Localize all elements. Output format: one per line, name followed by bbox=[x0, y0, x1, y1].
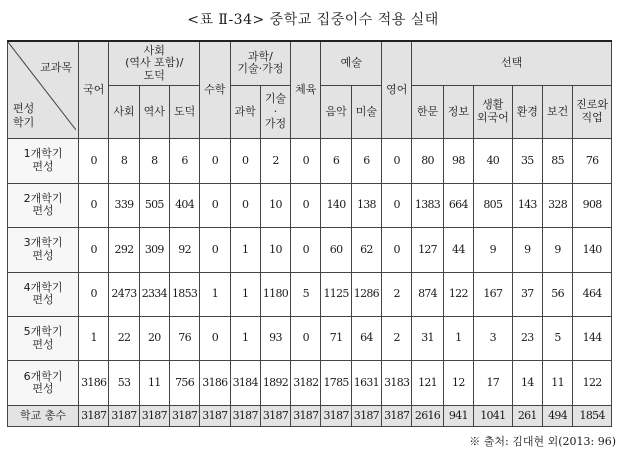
table-cell: 292 bbox=[109, 228, 139, 272]
table-cell: 0 bbox=[79, 139, 109, 183]
table-cell: 167 bbox=[473, 272, 512, 316]
table-cell: 1 bbox=[200, 272, 230, 316]
header-semester-line1: 편성 bbox=[13, 101, 35, 115]
table-cell: 3186 bbox=[200, 361, 230, 405]
table-cell: 3187 bbox=[79, 405, 109, 426]
table-cell: 0 bbox=[230, 139, 260, 183]
header-science: 과학 bbox=[230, 85, 260, 138]
table-cell: 17 bbox=[473, 361, 512, 405]
table-cell: 2616 bbox=[412, 405, 443, 426]
table-cell: 464 bbox=[573, 272, 612, 316]
table-cell: 143 bbox=[512, 183, 542, 227]
table-cell: 1 bbox=[79, 317, 109, 361]
table-cell: 3186 bbox=[79, 361, 109, 405]
table-cell: 1180 bbox=[260, 272, 290, 316]
table-cell: 22 bbox=[109, 317, 139, 361]
table-cell: 0 bbox=[79, 272, 109, 316]
table-cell: 5 bbox=[542, 317, 572, 361]
table-cell: 2 bbox=[382, 272, 412, 316]
header-math: 수학 bbox=[200, 41, 230, 139]
table-cell: 874 bbox=[412, 272, 443, 316]
table-cell: 0 bbox=[382, 183, 412, 227]
row-label: 2개학기 편성 bbox=[8, 183, 79, 227]
table-cell: 3182 bbox=[291, 361, 321, 405]
table-cell: 3187 bbox=[321, 405, 351, 426]
table-cell: 3187 bbox=[260, 405, 290, 426]
table-cell: 0 bbox=[382, 228, 412, 272]
table-cell: 6 bbox=[351, 139, 381, 183]
table-cell: 309 bbox=[139, 228, 169, 272]
table-cell: 80 bbox=[412, 139, 443, 183]
table-cell: 37 bbox=[512, 272, 542, 316]
table-row bbox=[8, 272, 612, 316]
table-cell: 10 bbox=[260, 228, 290, 272]
table-cell: 664 bbox=[443, 183, 473, 227]
source-note: ※ 출처: 김대현 외(2013: 96) bbox=[469, 435, 616, 448]
table-cell: 1 bbox=[230, 228, 260, 272]
table-cell: 71 bbox=[321, 317, 351, 361]
table-cell: 2 bbox=[382, 317, 412, 361]
table-cell: 0 bbox=[230, 183, 260, 227]
table-cell: 76 bbox=[573, 139, 612, 183]
table-cell: 0 bbox=[382, 139, 412, 183]
table-cell: 3183 bbox=[382, 361, 412, 405]
header-korean: 국어 bbox=[79, 41, 109, 139]
table-cell: 8 bbox=[109, 139, 139, 183]
table-cell: 62 bbox=[351, 228, 381, 272]
table-cell: 0 bbox=[200, 228, 230, 272]
table-cell: 3187 bbox=[139, 405, 169, 426]
table-cell: 3187 bbox=[109, 405, 139, 426]
table-cell: 10 bbox=[260, 183, 290, 227]
table-cell: 138 bbox=[351, 183, 381, 227]
table-cell: 3187 bbox=[200, 405, 230, 426]
table-cell: 261 bbox=[512, 405, 542, 426]
data-table bbox=[7, 40, 612, 427]
table-cell: 3187 bbox=[291, 405, 321, 426]
header-pe: 체육 bbox=[291, 41, 321, 139]
table-cell: 76 bbox=[169, 317, 199, 361]
header-tech-home: 기술 · 가정 bbox=[260, 85, 290, 138]
table-cell: 122 bbox=[573, 361, 612, 405]
diagonal-header-cell bbox=[8, 41, 79, 139]
table-cell: 5 bbox=[291, 272, 321, 316]
table-cell: 122 bbox=[443, 272, 473, 316]
row-label: 5개학기 편성 bbox=[8, 317, 79, 361]
table-cell: 0 bbox=[200, 317, 230, 361]
table-cell: 505 bbox=[139, 183, 169, 227]
total-row bbox=[8, 405, 612, 426]
header-environment: 환경 bbox=[512, 85, 542, 138]
table-cell: 941 bbox=[443, 405, 473, 426]
row-label: 4개학기 편성 bbox=[8, 272, 79, 316]
table-cell: 404 bbox=[169, 183, 199, 227]
table-cell: 494 bbox=[542, 405, 572, 426]
table-cell: 1 bbox=[443, 317, 473, 361]
table-cell: 3184 bbox=[230, 361, 260, 405]
row-label: 6개학기 편성 bbox=[8, 361, 79, 405]
header-elective-group: 선택 bbox=[412, 41, 612, 85]
table-title: <표 Ⅱ-34> 중학교 집중이수 적용 실태 bbox=[187, 12, 439, 28]
table-cell: 12 bbox=[443, 361, 473, 405]
table-cell: 9 bbox=[542, 228, 572, 272]
table-cell: 339 bbox=[109, 183, 139, 227]
table-cell: 1041 bbox=[473, 405, 512, 426]
header-info: 정보 bbox=[443, 85, 473, 138]
table-cell: 2 bbox=[260, 139, 290, 183]
header-career: 진로와 직업 bbox=[573, 85, 612, 138]
table-cell: 8 bbox=[139, 139, 169, 183]
table-cell: 92 bbox=[169, 228, 199, 272]
header-hanmun: 한문 bbox=[412, 85, 443, 138]
header-art: 미술 bbox=[351, 85, 381, 138]
table-cell: 0 bbox=[291, 139, 321, 183]
table-cell: 0 bbox=[291, 317, 321, 361]
row-label: 1개학기 편성 bbox=[8, 139, 79, 183]
table-cell: 0 bbox=[79, 228, 109, 272]
table-cell: 805 bbox=[473, 183, 512, 227]
table-cell: 40 bbox=[473, 139, 512, 183]
table-row bbox=[8, 139, 612, 183]
table-cell: 1892 bbox=[260, 361, 290, 405]
table-cell: 6 bbox=[169, 139, 199, 183]
table-cell: 85 bbox=[542, 139, 572, 183]
header-music: 음악 bbox=[321, 85, 351, 138]
table-cell: 53 bbox=[109, 361, 139, 405]
header-science-group: 과학/ 기술·가정 bbox=[230, 41, 291, 85]
table-cell: 1125 bbox=[321, 272, 351, 316]
table-cell: 44 bbox=[443, 228, 473, 272]
table-cell: 1286 bbox=[351, 272, 381, 316]
row-label: 학교 총수 bbox=[8, 405, 79, 426]
table-cell: 3 bbox=[473, 317, 512, 361]
table-cell: 1785 bbox=[321, 361, 351, 405]
table-cell: 2473 bbox=[109, 272, 139, 316]
table-cell: 121 bbox=[412, 361, 443, 405]
table-cell: 20 bbox=[139, 317, 169, 361]
table-cell: 1854 bbox=[573, 405, 612, 426]
table-cell: 140 bbox=[573, 228, 612, 272]
row-label: 3개학기 편성 bbox=[8, 228, 79, 272]
header-social: 사회 bbox=[109, 85, 139, 138]
table-cell: 0 bbox=[200, 139, 230, 183]
table-cell: 1 bbox=[230, 272, 260, 316]
table-row bbox=[8, 361, 612, 405]
table-cell: 23 bbox=[512, 317, 542, 361]
table-cell: 9 bbox=[512, 228, 542, 272]
table-cell: 31 bbox=[412, 317, 443, 361]
table-cell: 35 bbox=[512, 139, 542, 183]
table-cell: 60 bbox=[321, 228, 351, 272]
table-cell: 1 bbox=[230, 317, 260, 361]
table-cell: 908 bbox=[573, 183, 612, 227]
table-row bbox=[8, 317, 612, 361]
table-cell: 2334 bbox=[139, 272, 169, 316]
header-semester bbox=[13, 102, 34, 131]
header-health: 보건 bbox=[542, 85, 572, 138]
table-cell: 56 bbox=[542, 272, 572, 316]
header-life-foreign: 생활 외국어 bbox=[473, 85, 512, 138]
table-cell: 3187 bbox=[169, 405, 199, 426]
header-ethics: 도덕 bbox=[169, 85, 199, 138]
table-cell: 144 bbox=[573, 317, 612, 361]
table-cell: 64 bbox=[351, 317, 381, 361]
table-cell: 0 bbox=[291, 183, 321, 227]
table-cell: 140 bbox=[321, 183, 351, 227]
table-cell: 756 bbox=[169, 361, 199, 405]
table-cell: 0 bbox=[79, 183, 109, 227]
header-social-group: 사회 (역사 포함)/ 도덕 bbox=[109, 41, 200, 85]
table-row bbox=[8, 183, 612, 227]
table-cell: 9 bbox=[473, 228, 512, 272]
table-cell: 3187 bbox=[230, 405, 260, 426]
table-cell: 0 bbox=[200, 183, 230, 227]
table-cell: 0 bbox=[291, 228, 321, 272]
table-cell: 14 bbox=[512, 361, 542, 405]
table-cell: 93 bbox=[260, 317, 290, 361]
table-cell: 6 bbox=[321, 139, 351, 183]
table-cell: 1383 bbox=[412, 183, 443, 227]
header-arts-group: 예술 bbox=[321, 41, 382, 85]
table-cell: 3187 bbox=[382, 405, 412, 426]
table-cell: 1631 bbox=[351, 361, 381, 405]
table-cell: 3187 bbox=[351, 405, 381, 426]
table-cell: 1853 bbox=[169, 272, 199, 316]
header-english: 영어 bbox=[382, 41, 412, 139]
table-row bbox=[8, 228, 612, 272]
table-cell: 11 bbox=[139, 361, 169, 405]
table-cell: 127 bbox=[412, 228, 443, 272]
table-cell: 11 bbox=[542, 361, 572, 405]
table-cell: 328 bbox=[542, 183, 572, 227]
header-semester-line2: 학기 bbox=[13, 115, 35, 129]
table-cell: 98 bbox=[443, 139, 473, 183]
header-history: 역사 bbox=[139, 85, 169, 138]
header-subject: 교과목 bbox=[40, 61, 73, 74]
